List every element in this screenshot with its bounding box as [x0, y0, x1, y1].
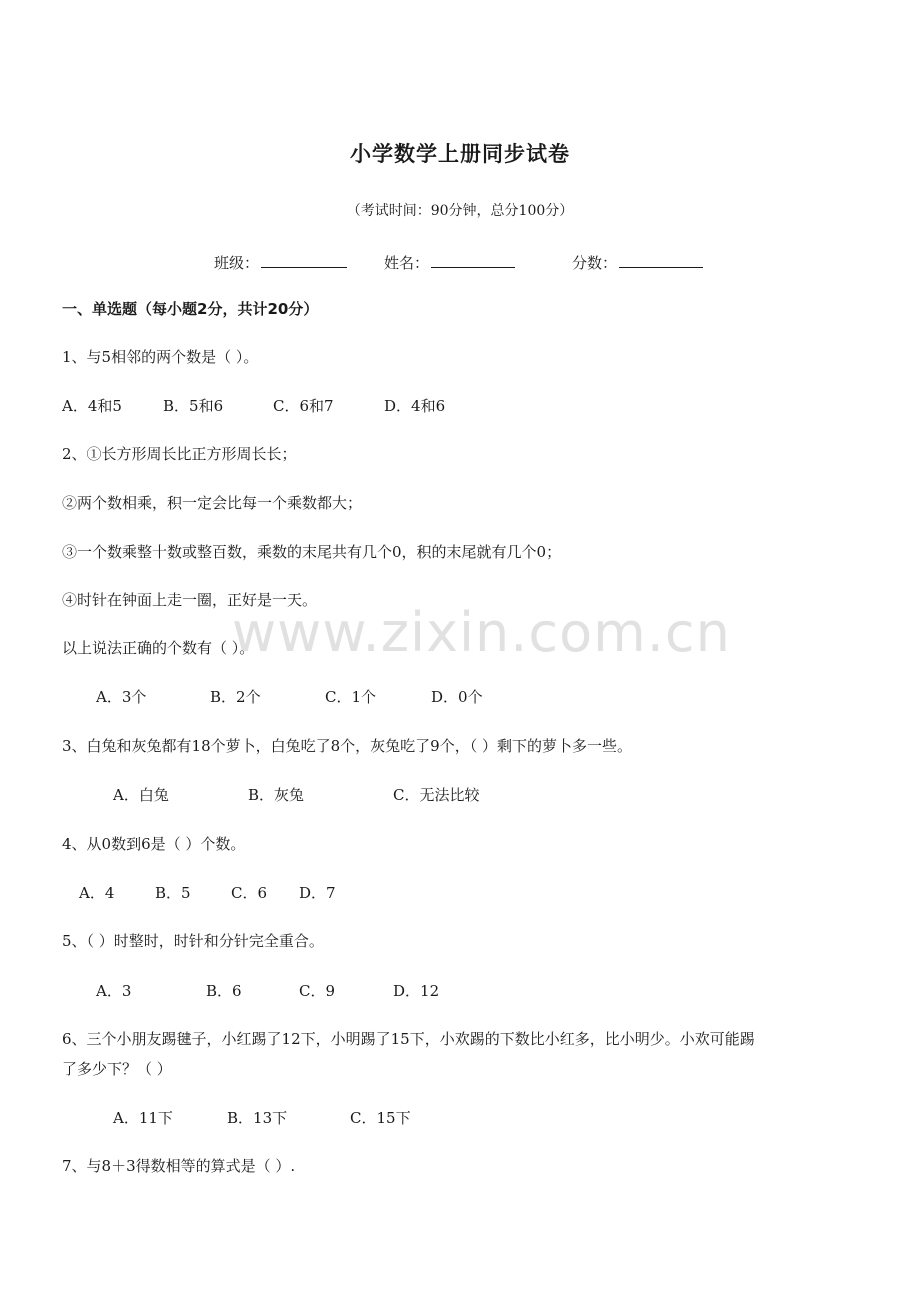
- question-4-option-a: A．4: [79, 884, 115, 902]
- question-3-option-b: B．灰兔: [248, 786, 305, 804]
- question-3-option-a: A．白兔: [113, 786, 169, 804]
- question-6-option-a: A．11下: [113, 1109, 173, 1127]
- watermark: www.zixin.com.cn: [232, 601, 731, 664]
- question-3-stem: 3、白兔和灰兔都有18个萝卜，白兔吃了8个，灰兔吃了9个，（ ）剩下的萝卜多一些。: [62, 737, 632, 755]
- question-1-option-a: A．4和5: [62, 397, 122, 415]
- question-4-option-d: D．7: [299, 884, 336, 902]
- question-2-option-b: B．2个: [210, 688, 261, 706]
- question-5-option-c: C．9: [299, 982, 336, 1000]
- question-4-stem: 4、从0数到6是（ ）个数。: [62, 835, 246, 853]
- question-2-line-4: ④时针在钟面上走一圈，正好是一天。: [62, 591, 318, 609]
- question-5-option-d: D．12: [393, 982, 440, 1000]
- name-label: 姓名：: [384, 254, 430, 272]
- question-2-line-5: 以上说法正确的个数有（ ）。: [62, 639, 255, 657]
- question-2-option-d: D．0个: [431, 688, 483, 706]
- question-2-option-c: C．1个: [325, 688, 377, 706]
- question-1-stem: 1、与5相邻的两个数是（ ）。: [62, 348, 259, 366]
- paper-title: 小学数学上册同步试卷: [350, 142, 570, 166]
- question-3-option-c: C．无法比较: [393, 786, 480, 804]
- question-2-option-a: A．3个: [96, 688, 147, 706]
- question-1-option-d: D．4和6: [384, 397, 446, 415]
- question-1-option-b: B．5和6: [163, 397, 224, 415]
- question-6-option-b: B．13下: [227, 1109, 288, 1127]
- score-field: [572, 253, 703, 271]
- question-2-line-3: ③一个数乘整十数或整百数，乘数的末尾共有几个0，积的末尾就有几个0；: [62, 543, 562, 561]
- class-label: 班级：: [214, 254, 260, 272]
- question-6-line-1: 6、三个小朋友踢毽子，小红踢了12下，小明踢了15下，小欢踢的下数比小红多，比小明少。小欢可能踢: [62, 1030, 755, 1048]
- question-5-stem: 5、（ ）时整时，时针和分针完全重合。: [62, 932, 324, 950]
- score-label: 分数：: [572, 254, 618, 272]
- question-5-option-a: A．3: [96, 982, 132, 1000]
- section-heading: 一、单选题（每小题2分，共计20分）: [62, 300, 319, 318]
- question-5-option-b: B．6: [206, 982, 242, 1000]
- score-blank: [619, 253, 703, 268]
- question-1-option-c: C．6和7: [273, 397, 334, 415]
- question-4-option-b: B．5: [155, 884, 191, 902]
- name-field: [384, 253, 515, 271]
- question-2-line-1: 2、①长方形周长比正方形周长长；: [62, 445, 297, 463]
- class-blank: [261, 253, 347, 268]
- question-7-stem: 7、与8＋3得数相等的算式是（ ）.: [62, 1157, 296, 1175]
- paper-subtitle: （考试时间：90分钟，总分100分）: [346, 203, 574, 219]
- question-6-option-c: C．15下: [350, 1109, 411, 1127]
- class-field: [214, 253, 347, 271]
- question-4-option-c: C．6: [231, 884, 268, 902]
- question-2-line-2: ②两个数相乘，积一定会比每一个乘数都大；: [62, 494, 363, 512]
- question-6-line-2: 了多少下？（ ）: [62, 1060, 172, 1078]
- name-blank: [431, 253, 515, 268]
